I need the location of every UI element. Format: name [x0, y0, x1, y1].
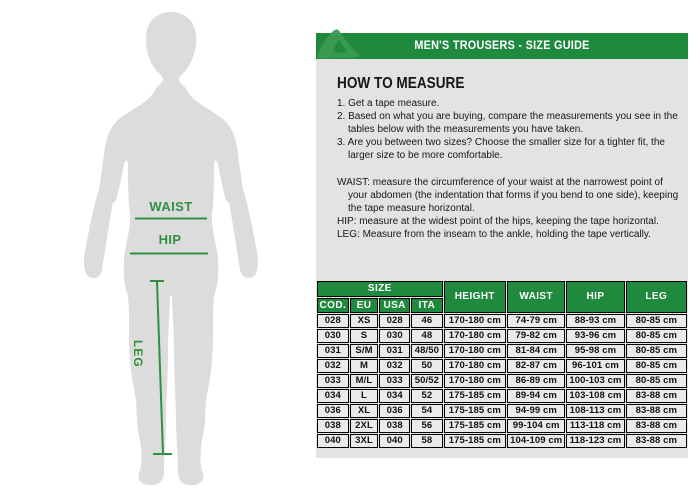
size-cell: 94-99 cm: [507, 404, 565, 418]
male-silhouette: [60, 8, 300, 488]
size-cell: 95-98 cm: [566, 344, 624, 358]
size-cell: 80-85 cm: [626, 329, 687, 343]
size-cell: 028: [317, 314, 349, 328]
size-cell: 038: [317, 419, 349, 433]
height-column-header: HEIGHT: [444, 281, 506, 313]
leg-note: LEG: Measure from the inseam to the ankle, holding the tape vertically.: [337, 229, 651, 240]
table-row: [317, 374, 687, 388]
how-to-measure-heading: HOW TO MEASURE: [337, 75, 465, 92]
measure-notes: [337, 176, 683, 241]
size-cell: 83-88 cm: [626, 419, 687, 433]
size-table-body: [317, 314, 687, 448]
size-cell: 74-79 cm: [507, 314, 565, 328]
eu-column-header: EU: [350, 298, 379, 313]
size-cell: 103-108 cm: [566, 389, 624, 403]
size-cell: 028: [379, 314, 410, 328]
size-table: [316, 280, 688, 449]
size-cell: 80-85 cm: [626, 344, 687, 358]
size-cell: 88-93 cm: [566, 314, 624, 328]
cod-column-header: COD.: [317, 298, 349, 313]
hip-column-header: HIP: [566, 281, 624, 313]
size-cell: 170-180 cm: [444, 329, 506, 343]
size-cell: 036: [317, 404, 349, 418]
waist-column-header: WAIST: [507, 281, 565, 313]
table-row: [317, 434, 687, 448]
size-group-header: SIZE: [317, 281, 443, 297]
size-cell: 3XL: [350, 434, 379, 448]
size-cell: 46: [411, 314, 443, 328]
size-cell: 80-85 cm: [626, 314, 687, 328]
size-cell: 118-123 cm: [566, 434, 624, 448]
table-header-row: [317, 281, 687, 297]
usa-column-header: USA: [379, 298, 410, 313]
size-cell: 48: [411, 329, 443, 343]
size-cell: 96-101 cm: [566, 359, 624, 373]
size-cell: 038: [379, 419, 410, 433]
title-bar: [316, 33, 688, 59]
size-cell: 89-94 cm: [507, 389, 565, 403]
size-cell: 170-180 cm: [444, 314, 506, 328]
size-cell: 170-180 cm: [444, 344, 506, 358]
size-cell: XL: [350, 404, 379, 418]
size-cell: 80-85 cm: [626, 374, 687, 388]
ita-column-header: ITA: [411, 298, 443, 313]
size-cell: S: [350, 329, 379, 343]
size-cell: M: [350, 359, 379, 373]
size-cell: 170-180 cm: [444, 374, 506, 388]
size-cell: 83-88 cm: [626, 389, 687, 403]
size-cell: 030: [317, 329, 349, 343]
hip-label: HIP: [158, 232, 182, 247]
table-row: [317, 344, 687, 358]
size-cell: 52: [411, 389, 443, 403]
size-cell: 113-118 cm: [566, 419, 624, 433]
size-cell: 83-88 cm: [626, 404, 687, 418]
size-cell: XS: [350, 314, 379, 328]
size-cell: 175-185 cm: [444, 434, 506, 448]
waist-note: WAIST: measure the circumference of your waist at the narrowest point of your abdomen (the indentation that forms if you bend to one side), keeping the tape measure horizontal.: [337, 177, 679, 214]
leg-column-header: LEG: [626, 281, 687, 313]
size-cell: 033: [379, 374, 410, 388]
size-cell: 032: [379, 359, 410, 373]
size-cell: 170-180 cm: [444, 359, 506, 373]
size-cell: 81-84 cm: [507, 344, 565, 358]
table-row: [317, 359, 687, 373]
size-cell: 82-87 cm: [507, 359, 565, 373]
size-cell: 100-103 cm: [566, 374, 624, 388]
size-cell: 175-185 cm: [444, 404, 506, 418]
size-cell: 93-96 cm: [566, 329, 624, 343]
table-row: [317, 404, 687, 418]
size-cell: 50: [411, 359, 443, 373]
size-cell: 108-113 cm: [566, 404, 624, 418]
size-cell: 040: [317, 434, 349, 448]
size-cell: 034: [379, 389, 410, 403]
size-cell: 50/52: [411, 374, 443, 388]
size-cell: 54: [411, 404, 443, 418]
hip-note: HIP: measure at the widest point of the hips, keeping the tape horizontal.: [337, 216, 659, 227]
size-cell: 032: [317, 359, 349, 373]
size-cell: 86-89 cm: [507, 374, 565, 388]
size-cell: 036: [379, 404, 410, 418]
table-row: [317, 329, 687, 343]
measure-steps: [337, 97, 683, 162]
size-cell: 104-109 cm: [507, 434, 565, 448]
size-cell: 034: [317, 389, 349, 403]
leg-label: LEG: [131, 340, 145, 368]
size-cell: 99-104 cm: [507, 419, 565, 433]
size-cell: 83-88 cm: [626, 434, 687, 448]
size-cell: 79-82 cm: [507, 329, 565, 343]
page-title: MEN'S TROUSERS - SIZE GUIDE: [414, 40, 590, 52]
measure-step: 3. Are you between two sizes? Choose the smaller size for a tighter fit, the larger size to be more comfortable.: [337, 137, 665, 161]
size-cell: 031: [317, 344, 349, 358]
size-cell: 48/50: [411, 344, 443, 358]
table-row: [317, 419, 687, 433]
table-row: [317, 389, 687, 403]
size-cell: 2XL: [350, 419, 379, 433]
size-cell: 175-185 cm: [444, 389, 506, 403]
waist-label: WAIST: [149, 199, 193, 214]
size-cell: M/L: [350, 374, 379, 388]
measure-step: 2. Based on what you are buying, compare the measurements you see in the tables below with the measurements you have taken.: [337, 111, 678, 135]
size-cell: 58: [411, 434, 443, 448]
measure-step: 1. Get a tape measure.: [337, 98, 440, 109]
size-cell: 031: [379, 344, 410, 358]
size-cell: 030: [379, 329, 410, 343]
table-row: [317, 314, 687, 328]
size-cell: 033: [317, 374, 349, 388]
size-cell: L: [350, 389, 379, 403]
size-cell: S/M: [350, 344, 379, 358]
size-cell: 80-85 cm: [626, 359, 687, 373]
size-cell: 040: [379, 434, 410, 448]
size-cell: 175-185 cm: [444, 419, 506, 433]
size-cell: 56: [411, 419, 443, 433]
acerbis-logo-icon: [316, 28, 362, 59]
